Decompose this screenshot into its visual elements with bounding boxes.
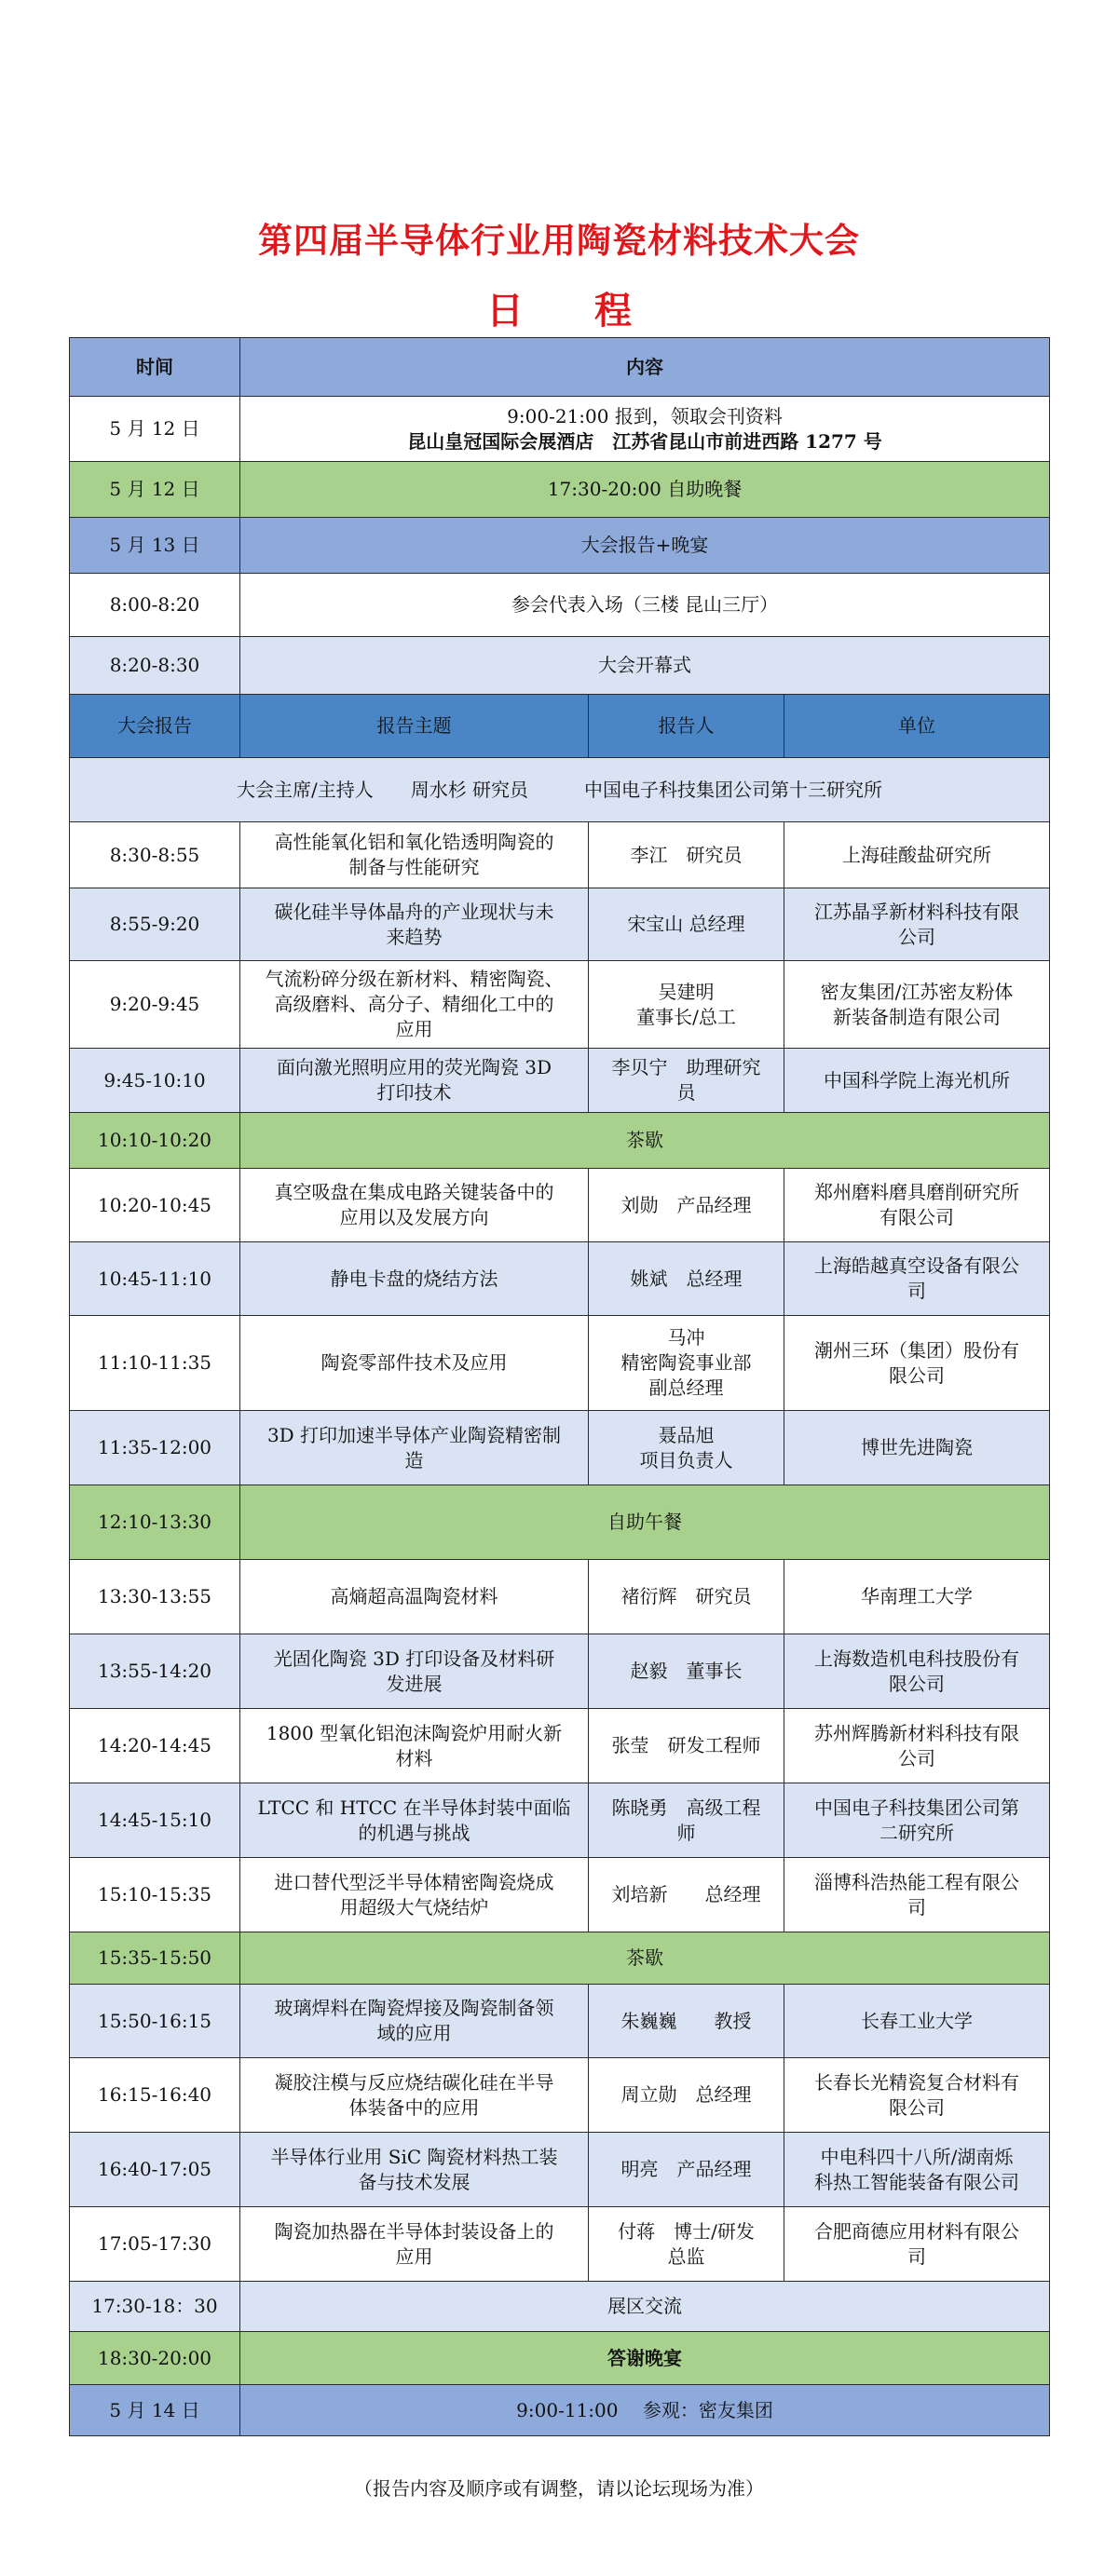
talk-topic-line: 应用以及发展方向 (339, 1206, 489, 1228)
report-header-col1: 大会报告 (70, 695, 240, 758)
talk-time: 10:20-10:45 (70, 1169, 240, 1242)
subtitle-char-2: 程 (594, 290, 632, 332)
dinner12-date: 5 月 12 日 (70, 462, 240, 518)
talk-time: 15:10-15:35 (70, 1858, 240, 1932)
talk-row (70, 1709, 1050, 1783)
day14-time: 5 月 14 日 (70, 2385, 240, 2436)
talk-speaker-line: 总监 (667, 2244, 705, 2268)
talk-org (784, 1560, 1050, 1634)
talk-topic-line: 发进展 (386, 1672, 443, 1695)
talk-topic (240, 2207, 589, 2282)
talk-time: 14:45-15:10 (70, 1783, 240, 1858)
talk-topic (240, 1049, 589, 1113)
day12-date: 5 月 12 日 (70, 397, 240, 462)
talk-org (784, 1242, 1050, 1316)
talk-speaker-line: 刘培新 总经理 (611, 1883, 761, 1905)
talk-topic-line: 造 (404, 1448, 424, 1471)
talk-org (784, 1411, 1050, 1485)
talk-row (70, 2133, 1050, 2207)
talk-topic-line: 域的应用 (376, 2022, 452, 2044)
lunch-time: 12:10-13:30 (70, 1485, 240, 1560)
talk-org-line: 限公司 (889, 1363, 946, 1387)
tea-break-2-time: 15:35-15:50 (70, 1932, 240, 1985)
talk-topic-line: 静电卡盘的烧结方法 (330, 1267, 498, 1290)
talk-topic-line: 材料 (395, 1746, 433, 1769)
talk-topic-line: 真空吸盘在集成电路关键装备中的 (274, 1181, 554, 1203)
report-header-col3: 报告人 (589, 695, 784, 758)
talk-speaker (589, 1783, 784, 1858)
talk-topic-line: 用超级大气烧结炉 (339, 1895, 489, 1918)
talk-org (784, 1316, 1050, 1411)
talk-time: 11:35-12:00 (70, 1411, 240, 1485)
talk-org-line: 科热工智能装备有限公司 (814, 2170, 1020, 2193)
talk-topic-line: 高级磨料、高分子、精细化工中的 (274, 993, 554, 1015)
talk-org-line: 有限公司 (879, 1206, 955, 1228)
talk-row (70, 961, 1050, 1049)
gala-time: 18:30-20:00 (70, 2332, 240, 2385)
talk-org (784, 1709, 1050, 1783)
talk-speaker (589, 1169, 784, 1242)
talk-topic (240, 1316, 589, 1411)
talk-topic (240, 2133, 589, 2207)
talk-topic-line: 备与技术发展 (358, 2170, 470, 2193)
talk-topic-line: 碳化硅半导体晶舟的产业现状与未 (274, 900, 554, 923)
day14-text: 9:00-11:00 参观：密友集团 (240, 2385, 1050, 2436)
talk-topic (240, 1242, 589, 1316)
talk-org-line: 上海数造机电科技股份有 (814, 1647, 1020, 1670)
dinner12-row (70, 462, 1050, 518)
talk-org-line: 长春长光精瓷复合材料有 (814, 2070, 1020, 2094)
talk-org-line: 苏州辉腾新材料科技有限 (814, 1721, 1020, 1744)
talk-topic-line: 高熵超高温陶瓷材料 (330, 1585, 498, 1607)
talk-org-line: 中国电子科技集团公司第 (814, 1796, 1020, 1819)
talk-row (70, 1049, 1050, 1113)
talk-row (70, 2207, 1050, 2282)
talk-topic (240, 1709, 589, 1783)
talk-speaker-line: 马冲 (667, 1326, 705, 1349)
talk-speaker-line: 姚斌 总经理 (630, 1267, 743, 1290)
talk-row (70, 888, 1050, 961)
tea-break-2-row (70, 1932, 1050, 1985)
talk-topic-line: 的机遇与挑战 (358, 1821, 470, 1844)
expo-text: 展区交流 (240, 2282, 1050, 2332)
tea-break-1-text: 茶歇 (240, 1113, 1050, 1169)
day13-text: 大会报告+晚宴 (240, 518, 1050, 574)
entry-row (70, 574, 1050, 637)
talk-topic-line: 玻璃焊料在陶瓷焊接及陶瓷制备领 (274, 1997, 554, 2019)
talk-time: 14:20-14:45 (70, 1709, 240, 1783)
talk-speaker-line: 朱巍巍 教授 (620, 2009, 752, 2032)
talk-time: 8:30-8:55 (70, 822, 240, 888)
talk-speaker (589, 1316, 784, 1411)
talk-speaker (589, 1985, 784, 2058)
talk-org-line: 公司 (898, 1746, 936, 1769)
talk-speaker-line: 吴建明 (658, 980, 715, 1003)
talk-org-line: 司 (907, 2244, 927, 2268)
talk-speaker-line: 副总经理 (648, 1376, 724, 1399)
talk-org-line: 公司 (898, 925, 936, 948)
talk-org-line: 上海硅酸盐研究所 (842, 843, 992, 866)
talk-speaker-line: 陈晓勇 高级工程 (611, 1796, 761, 1819)
header-time: 时间 (70, 338, 240, 397)
opening-time: 8:20-8:30 (70, 637, 240, 695)
talk-time: 9:45-10:10 (70, 1049, 240, 1113)
talk-row (70, 822, 1050, 888)
talk-org-line: 淄博科浩热能工程有限公 (814, 1870, 1020, 1893)
talk-speaker (589, 961, 784, 1049)
talk-row (70, 1634, 1050, 1709)
talk-speaker-line: 刘勋 产品经理 (620, 1193, 752, 1216)
talk-row (70, 1316, 1050, 1411)
talk-org-line: 新装备制造有限公司 (833, 1005, 1002, 1028)
talk-time: 16:40-17:05 (70, 2133, 240, 2207)
talk-topic-line: 气流粉碎分级在新材料、精密陶瓷、 (265, 968, 564, 990)
talk-speaker (589, 2133, 784, 2207)
talk-speaker (589, 2207, 784, 2282)
talk-org (784, 2133, 1050, 2207)
talk-speaker-line: 褚衍辉 研究员 (620, 1585, 752, 1607)
talk-time: 15:50-16:15 (70, 1985, 240, 2058)
talk-row (70, 1560, 1050, 1634)
talk-org-line: 长春工业大学 (861, 2009, 974, 2032)
talk-row (70, 1242, 1050, 1316)
talk-org (784, 822, 1050, 888)
talk-row (70, 1169, 1050, 1242)
talk-topic-line: 光固化陶瓷 3D 打印设备及材料研 (273, 1647, 555, 1670)
talk-speaker (589, 1049, 784, 1113)
report-header-col2: 报告主题 (240, 695, 589, 758)
day13-date: 5 月 13 日 (70, 518, 240, 574)
talk-speaker-line: 精密陶瓷事业部 (620, 1351, 752, 1374)
talk-org-line: 郑州磨料磨具磨削研究所 (814, 1181, 1020, 1203)
talk-topic (240, 888, 589, 961)
talk-org (784, 888, 1050, 961)
talk-topic-line: LTCC 和 HTCC 在半导体封装中面临 (257, 1796, 571, 1819)
talk-topic-line: 应用 (395, 1018, 433, 1040)
talk-topic-line: 陶瓷零部件技术及应用 (320, 1351, 508, 1374)
talk-time: 16:15-16:40 (70, 2058, 240, 2133)
opening-text: 大会开幕式 (240, 637, 1050, 695)
talk-topic-line: 应用 (395, 2244, 433, 2268)
talk-speaker (589, 1858, 784, 1932)
talk-org (784, 1985, 1050, 2058)
day12-line1: 9:00-21:00 报到，领取会刊资料 (507, 404, 783, 427)
talk-org (784, 1169, 1050, 1242)
talk-speaker-line: 董事长/总工 (636, 1005, 736, 1028)
talk-topic (240, 822, 589, 888)
talk-speaker-line: 李江 研究员 (630, 843, 743, 866)
day14-row (70, 2385, 1050, 2436)
talk-topic (240, 1169, 589, 1242)
talk-speaker-line: 周立勋 总经理 (620, 2083, 752, 2106)
talk-org (784, 1858, 1050, 1932)
talk-topic-line: 打印技术 (376, 1081, 452, 1104)
talk-org (784, 1049, 1050, 1113)
talk-speaker-line: 付蒋 博士/研发 (618, 2219, 755, 2243)
talk-time: 17:05-17:30 (70, 2207, 240, 2282)
talk-org-line: 中国科学院上海光机所 (824, 1068, 1011, 1091)
talk-org-line: 合肥商德应用材料有限公 (814, 2219, 1020, 2243)
chair-text: 大会主席/主持人 周水杉 研究员 中国电子科技集团公司第十三研究所 (70, 758, 1050, 822)
expo-row (70, 2282, 1050, 2332)
talk-org-line: 华南理工大学 (861, 1585, 974, 1607)
talk-org (784, 1783, 1050, 1858)
talk-org-line: 博世先进陶瓷 (861, 1436, 974, 1458)
report-header-row (70, 695, 1050, 758)
talk-row (70, 1985, 1050, 2058)
talk-row (70, 1858, 1050, 1932)
tea-break-2-text: 茶歇 (240, 1932, 1050, 1985)
talk-topic (240, 1985, 589, 2058)
talk-speaker-line: 师 (676, 1821, 696, 1844)
talk-speaker-line: 明亮 产品经理 (620, 2158, 752, 2180)
talk-topic (240, 1411, 589, 1485)
talk-org (784, 961, 1050, 1049)
talk-topic-line: 高性能氧化铝和氧化锆透明陶瓷的 (274, 831, 554, 853)
talk-row (70, 1783, 1050, 1858)
talk-topic (240, 1783, 589, 1858)
talk-speaker-line: 宋宝山 总经理 (627, 913, 745, 935)
talk-topic-line: 来趋势 (386, 925, 443, 948)
talk-topic-line: 凝胶注模与反应烧结碳化硅在半导 (274, 2070, 554, 2094)
talk-topic-line: 体装备中的应用 (348, 2095, 480, 2119)
talk-topic-line: 进口替代型泛半导体精密陶瓷烧成 (274, 1870, 554, 1893)
talk-speaker (589, 888, 784, 961)
talk-org-line: 密友集团/江苏密友粉体 (820, 980, 1014, 1003)
gala-text: 答谢晚宴 (240, 2332, 1050, 2385)
talk-speaker (589, 1560, 784, 1634)
report-header-col4: 单位 (784, 695, 1050, 758)
talk-org-line: 司 (907, 1280, 927, 1302)
talk-topic (240, 1858, 589, 1932)
talk-row (70, 1411, 1050, 1485)
talk-row (70, 2058, 1050, 2133)
day12-row (70, 397, 1050, 462)
talk-org (784, 1634, 1050, 1709)
talk-topic (240, 1560, 589, 1634)
tea-break-1-row (70, 1113, 1050, 1169)
talk-org-line: 司 (907, 1895, 927, 1918)
talk-topic-line: 1800 型氧化铝泡沫陶瓷炉用耐火新 (266, 1721, 563, 1744)
expo-time: 17:30-18：30 (70, 2282, 240, 2332)
talk-time: 8:55-9:20 (70, 888, 240, 961)
talk-speaker (589, 1709, 784, 1783)
subtitle-char-1: 日 (486, 290, 524, 332)
talk-speaker (589, 2058, 784, 2133)
talk-speaker (589, 1242, 784, 1316)
dinner12-text: 17:30-20:00 自助晚餐 (240, 462, 1050, 518)
talk-org (784, 2058, 1050, 2133)
talk-topic-line: 3D 打印加速半导体产业陶瓷精密制 (266, 1423, 562, 1446)
header-content: 内容 (240, 338, 1050, 397)
gala-row (70, 2332, 1050, 2385)
page-title: 第四届半导体行业用陶瓷材料技术大会 (258, 221, 860, 261)
talk-time: 11:10-11:35 (70, 1316, 240, 1411)
talk-speaker-line: 项目负责人 (639, 1448, 733, 1471)
talk-time: 13:55-14:20 (70, 1634, 240, 1709)
talk-org-line: 中电科四十八所/湖南烁 (820, 2145, 1014, 2168)
talk-org (784, 2207, 1050, 2282)
footnote: （报告内容及顺序或有调整，请以论坛现场为准） (354, 2477, 764, 2500)
talk-topic-line: 面向激光照明应用的荧光陶瓷 3D (276, 1056, 552, 1078)
lunch-row (70, 1485, 1050, 1560)
talk-org-line: 潮州三环（集团）股份有 (814, 1338, 1020, 1362)
talk-speaker (589, 1634, 784, 1709)
talk-time: 10:45-11:10 (70, 1242, 240, 1316)
talk-speaker-line: 员 (676, 1081, 696, 1104)
talk-org-line: 上海皓越真空设备有限公 (814, 1254, 1020, 1277)
entry-time: 8:00-8:20 (70, 574, 240, 637)
day13-row (70, 518, 1050, 574)
talk-topic-line: 半导体行业用 SiC 陶瓷材料热工装 (270, 2145, 558, 2168)
talk-time: 9:20-9:45 (70, 961, 240, 1049)
entry-text: 参会代表入场（三楼 昆山三厅） (240, 574, 1050, 637)
talk-speaker-line: 聂品旭 (658, 1423, 715, 1446)
page-subtitle (0, 281, 1118, 334)
talk-topic-line: 制备与性能研究 (348, 856, 480, 878)
schedule-table (69, 337, 1050, 2436)
day12-info (240, 397, 1050, 462)
talk-org-line: 限公司 (889, 1672, 946, 1695)
talk-speaker-line: 李贝宁 助理研究 (611, 1056, 761, 1078)
talk-speaker-line: 张莹 研发工程师 (611, 1734, 761, 1756)
talk-speaker (589, 822, 784, 888)
talk-org-line: 江苏晶孚新材料科技有限 (814, 900, 1020, 923)
talk-topic (240, 961, 589, 1049)
tea-break-1-time: 10:10-10:20 (70, 1113, 240, 1169)
talk-topic (240, 2058, 589, 2133)
talk-topic (240, 1634, 589, 1709)
lunch-text: 自助午餐 (240, 1485, 1050, 1560)
talk-speaker (589, 1411, 784, 1485)
talk-topic-line: 陶瓷加热器在半导体封装设备上的 (274, 2219, 554, 2243)
talk-org-line: 二研究所 (879, 1821, 955, 1844)
table-header-row (70, 338, 1050, 397)
chair-row (70, 758, 1050, 822)
talk-org-line: 限公司 (889, 2095, 946, 2119)
day12-venue: 昆山皇冠国际会展酒店 江苏省昆山市前进西路 1277 号 (407, 429, 882, 453)
talk-speaker-line: 赵毅 董事长 (630, 1660, 743, 1682)
opening-row (70, 637, 1050, 695)
talk-time: 13:30-13:55 (70, 1560, 240, 1634)
